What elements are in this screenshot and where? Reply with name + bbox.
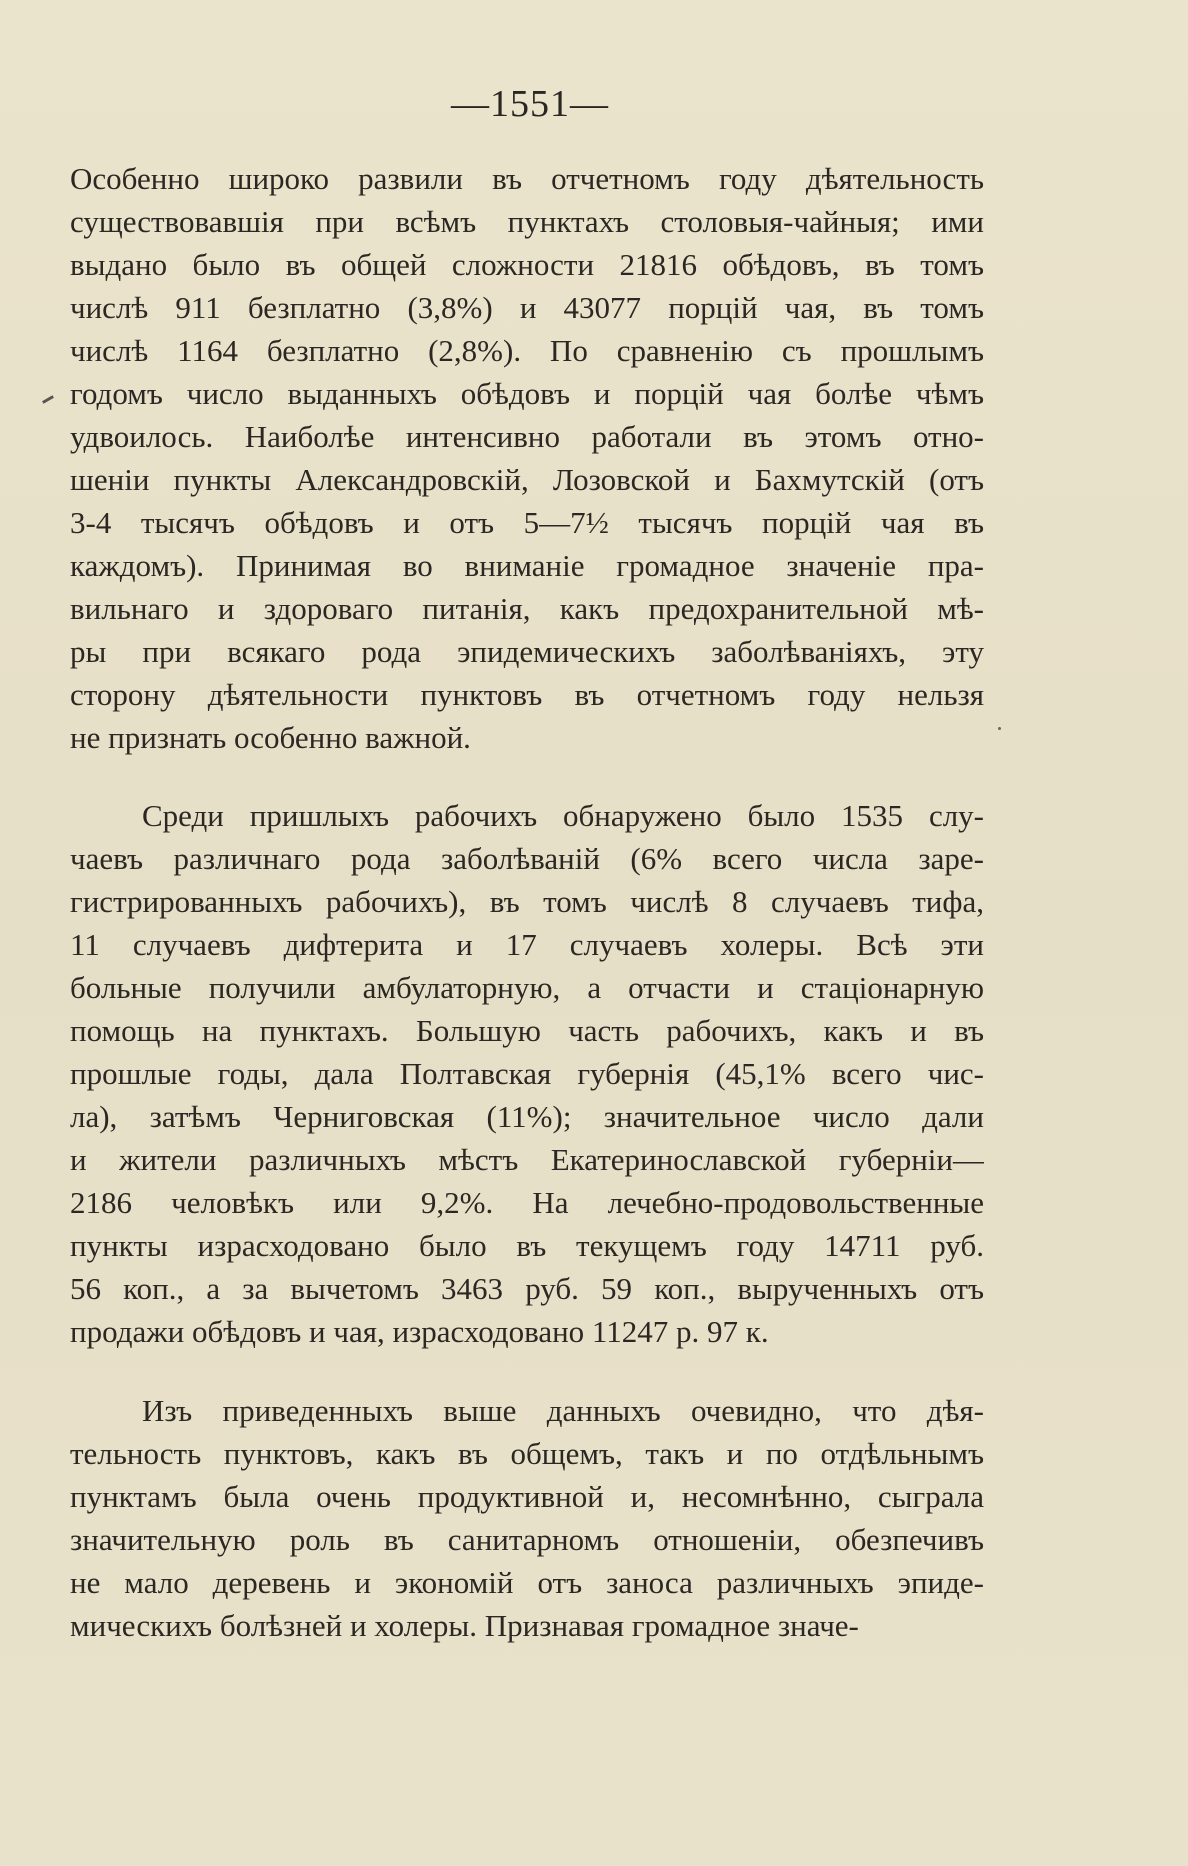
text-line: числѣ 911 безплатно (3,8%) и 43077 порцій чая, въ томъ xyxy=(70,290,984,325)
text-line: ры при всякаго рода эпидемическихъ заболѣваніяхъ, эту xyxy=(70,634,984,669)
text-line: тельность пунктовъ, какъ въ общемъ, такъ и по отдѣльнымъ xyxy=(70,1436,984,1471)
text-line: 56 коп., а за вычетомъ 3463 руб. 59 коп., вырученныхъ отъ xyxy=(70,1271,984,1306)
text-line: больные получили амбулаторную, а отчасти и стаціонарную xyxy=(70,970,984,1005)
text-line: 11 случаевъ дифтерита и 17 случаевъ холеры. Всѣ эти xyxy=(70,927,984,962)
text-line: мическихъ болѣзней и холеры. Признавая громадное значе- xyxy=(70,1608,859,1643)
text-line: каждомъ). Принимая во вниманіе громадное значеніе пра- xyxy=(70,548,984,583)
text-line: Изъ приведенныхъ выше данныхъ очевидно, что дѣя- xyxy=(142,1393,984,1428)
text-line: сторону дѣятельности пунктовъ въ отчетномъ году нельзя xyxy=(70,677,984,712)
text-line: годомъ число выданныхъ обѣдовъ и порцій чая болѣе чѣмъ xyxy=(70,376,984,411)
margin-mark xyxy=(42,395,54,404)
text-line: шеніи пункты Александровскій, Лозовской и Бахмутскій (отъ xyxy=(70,462,984,497)
text-line: пункты израсходовано было въ текущемъ году 14711 руб. xyxy=(70,1228,984,1263)
text-line: 2186 человѣкъ или 9,2%. На лечебно-продовольственные xyxy=(70,1185,984,1220)
text-line: выдано было въ общей сложности 21816 обѣдовъ, въ томъ xyxy=(70,247,984,282)
text-line: числѣ 1164 безплатно (2,8%). По сравненію съ прошлымъ xyxy=(70,333,984,368)
text-line: прошлые годы, дала Полтавская губернія (45,1% всего чис- xyxy=(70,1056,984,1091)
text-line: вильнаго и здороваго питанія, какъ предохранительной мѣ- xyxy=(70,591,984,626)
text-line: чаевъ различнаго рода заболѣваній (6% всего числа заре- xyxy=(70,841,984,876)
text-line: ла), затѣмъ Черниговская (11%); значительное число дали xyxy=(70,1099,984,1134)
text-line: продажи обѣдовъ и чая, израсходовано 11247 р. 97 к. xyxy=(70,1314,769,1349)
text-line: помощь на пунктахъ. Большую часть рабочихъ, какъ и въ xyxy=(70,1013,984,1048)
text-line: гистрированныхъ рабочихъ), въ томъ числѣ 8 случаевъ тифа, xyxy=(70,884,984,919)
text-line: не мало деревень и экономій отъ заноса различныхъ эпиде- xyxy=(70,1565,984,1600)
text-line: и жители различныхъ мѣстъ Екатеринославской губерніи— xyxy=(70,1142,984,1177)
text-line: пунктамъ была очень продуктивной и, несомнѣнно, сыграла xyxy=(70,1479,984,1514)
text-line: Среди пришлыхъ рабочихъ обнаружено было 1535 слу- xyxy=(142,798,984,833)
text-line: существовавшія при всѣмъ пунктахъ столовыя-чайныя; ими xyxy=(70,204,984,239)
text-line: значительную роль въ санитарномъ отношеніи, обезпечивъ xyxy=(70,1522,984,1557)
text-line: Особенно широко развили въ отчетномъ году дѣятельность xyxy=(70,161,984,196)
page-number: —1551— xyxy=(451,83,609,125)
text-line: не признать особенно важной. xyxy=(70,720,471,755)
margin-dot xyxy=(998,727,1001,730)
text-line: 3-4 тысячъ обѣдовъ и отъ 5—7½ тысячъ порцій чая въ xyxy=(70,505,984,540)
text-line: удвоилось. Наиболѣе интенсивно работали въ этомъ отно- xyxy=(70,419,984,454)
